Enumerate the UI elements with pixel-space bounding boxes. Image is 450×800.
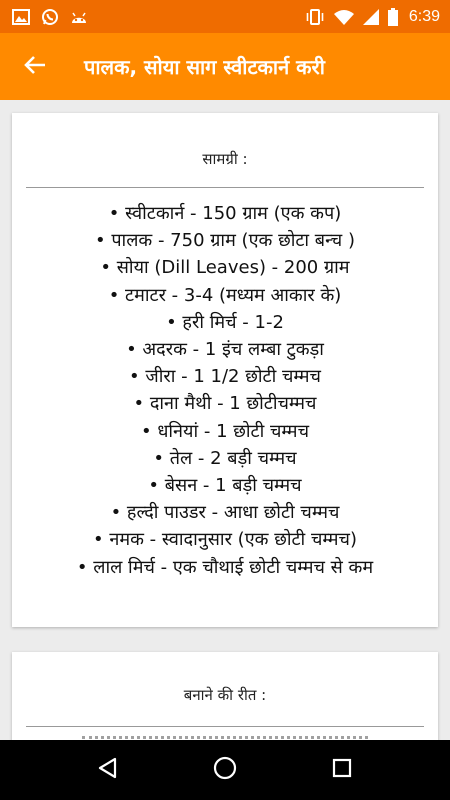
method-divider — [26, 726, 424, 727]
ingredients-card — [12, 113, 438, 627]
ingredient-item: • धनियां - 1 छोटी चम्मच — [140, 420, 310, 442]
home-circle-icon — [213, 756, 237, 784]
back-button[interactable] — [0, 33, 70, 100]
gallery-icon — [12, 7, 30, 27]
status-right — [305, 7, 440, 27]
nav-home-button[interactable] — [195, 740, 255, 800]
ingredients-heading: सामग्री : — [202, 150, 248, 168]
ingredient-item: • लाल मिर्च - एक चौथाई छोटी चम्मच से कम — [76, 556, 374, 578]
recents-square-icon — [332, 758, 352, 782]
status-bar — [0, 0, 450, 33]
vibrate-icon — [305, 7, 325, 27]
content-scroll-area[interactable] — [0, 100, 450, 740]
back-triangle-icon — [97, 757, 119, 783]
status-time: 6:39 — [408, 7, 440, 25]
method-card — [12, 652, 438, 740]
nav-back-button[interactable] — [78, 740, 138, 800]
nav-bar — [0, 740, 450, 800]
ingredients-divider — [26, 187, 424, 188]
ingredient-item: • दाना मैथी - 1 छोटीचम्मच — [133, 393, 317, 415]
arrow-back-icon — [24, 54, 46, 80]
ingredient-item: • हरी मिर्च - 1-2 — [166, 311, 284, 333]
ingredient-item: • पालक - 750 ग्राम (एक छोटा बन्च ) — [94, 230, 355, 252]
signal-icon — [363, 7, 379, 27]
ingredient-list — [12, 200, 438, 581]
page-title: पालक, सोया साग स्वीटकार्न करी — [84, 55, 325, 79]
ingredient-item: • हल्दी पाउडर - आधा छोटी चम्मच — [110, 502, 340, 524]
ingredient-item: • स्वीटकार्न - 150 ग्राम (एक कप) — [108, 203, 342, 224]
app-bar — [0, 33, 450, 100]
ingredient-item: • तेल - 2 बड़ी चम्मच — [153, 447, 297, 469]
ingredient-item: • नमक - स्वादानुसार (एक छोटी चम्मच) — [93, 529, 357, 551]
ingredient-item: • बेसन - 1 बड़ी चम्मच — [148, 475, 302, 497]
method-heading: बनाने की रीत : — [183, 686, 267, 704]
nav-recents-button[interactable] — [312, 740, 372, 800]
ingredient-item: • सोया (Dill Leaves) - 200 ग्राम — [100, 257, 350, 279]
ingredient-item: • अदरक - 1 इंच लम्बा टुकड़ा — [126, 339, 324, 361]
status-left — [12, 7, 88, 27]
android-icon — [70, 7, 88, 27]
ingredient-item: • टमाटर - 3-4 (मध्यम आकार के) — [108, 284, 342, 306]
wifi-icon — [334, 7, 354, 27]
battery-icon — [388, 7, 398, 27]
whatsapp-icon — [41, 7, 59, 27]
ingredient-item: • जीरा - 1 1/2 छोटी चम्मच — [129, 366, 321, 388]
